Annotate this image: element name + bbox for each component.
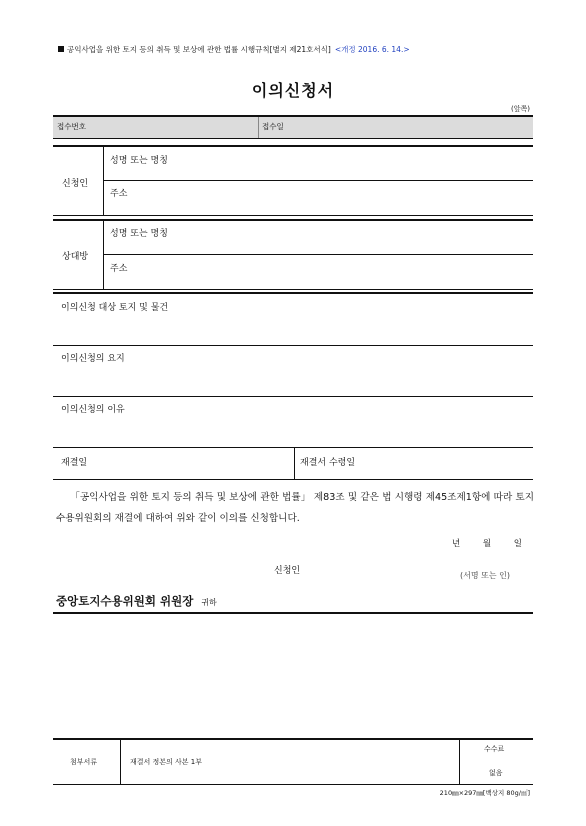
fee-value: 없음 (489, 769, 503, 777)
summary-bottom-border (53, 396, 533, 397)
attachments-content: 재결서 정본의 사본 1부 (130, 758, 202, 766)
counterparty-top-border (53, 219, 533, 221)
application-date-line: 년 월 일 (451, 539, 522, 549)
date-divider (294, 448, 295, 479)
counterparty-section-label: 상대방 (62, 252, 89, 262)
counterparty-divider (103, 221, 104, 289)
statement-text: 「공익사업을 위한 토지 등의 취득 및 보상에 관한 법률」 제83조 및 같은 법 시행령 제45조제1항에 따라 토지수용위원회의 재결에 대하여 위와 같이 이의를 신청합니다. (56, 492, 534, 524)
recipient-underline (53, 612, 533, 614)
applicant-bottom-border (53, 215, 533, 216)
counterparty-name-label: 성명 또는 명칭 (110, 229, 168, 239)
front-side-label: (앞쪽) (511, 105, 530, 113)
applicant-top-border (53, 145, 533, 147)
counterparty-row-divider (103, 254, 533, 255)
counterparty-address-label: 주소 (110, 264, 128, 274)
recipient-suffix: 귀하 (201, 598, 217, 607)
applicant-section-label: 신청인 (62, 179, 89, 189)
law-reference (58, 44, 410, 55)
receipt-bottom-border (53, 138, 533, 139)
revision-date: <개정 2016. 6. 14.> (334, 45, 410, 54)
paper-spec: 210㎜×297㎜[백상지 80g/㎡] (439, 789, 530, 797)
target-top-border (53, 292, 533, 294)
applicant-divider (103, 147, 104, 215)
ruling-receipt-date-label: 재결서 수령일 (300, 458, 356, 468)
recipient-name: 중앙토지수용위원회 위원장 (56, 594, 194, 608)
applicant-row-divider (103, 180, 533, 181)
receipt-number-label: 접수번호 (57, 122, 86, 131)
fee-label: 수수료 (484, 745, 505, 753)
square-bullet-icon (58, 46, 64, 52)
counterparty-bottom-border (53, 289, 533, 290)
receipt-divider (258, 117, 259, 138)
signature-sign-label: (서명 또는 인) (460, 571, 510, 580)
attachments-label: 첨부서류 (70, 758, 98, 766)
dates-bottom-border (53, 479, 533, 480)
application-statement (56, 487, 534, 529)
attachments-top-border (53, 738, 533, 740)
attachments-divider-right (459, 740, 460, 784)
recipient (56, 593, 217, 609)
ruling-date-label: 재결일 (61, 458, 88, 468)
receipt-bar (53, 117, 533, 138)
form-title: 이의신청서 (251, 81, 335, 100)
target-bottom-border (53, 345, 533, 346)
summary-label: 이의신청의 요지 (61, 354, 125, 364)
signature-applicant-label: 신청인 (274, 566, 301, 576)
applicant-name-label: 성명 또는 명칭 (110, 156, 168, 166)
reason-label: 이의신청의 이유 (61, 405, 125, 415)
applicant-address-label: 주소 (110, 189, 128, 199)
law-reference-text: 공익사업을 위한 토지 등의 취득 및 보상에 관한 법률 시행규칙[별지 제21호서식] (67, 45, 331, 54)
attachments-bottom-border (53, 784, 533, 785)
attachments-divider-left (120, 740, 121, 784)
target-label: 이의신청 대상 토지 및 물건 (61, 303, 169, 313)
reason-bottom-border (53, 447, 533, 448)
receipt-date-label: 접수일 (262, 122, 284, 131)
